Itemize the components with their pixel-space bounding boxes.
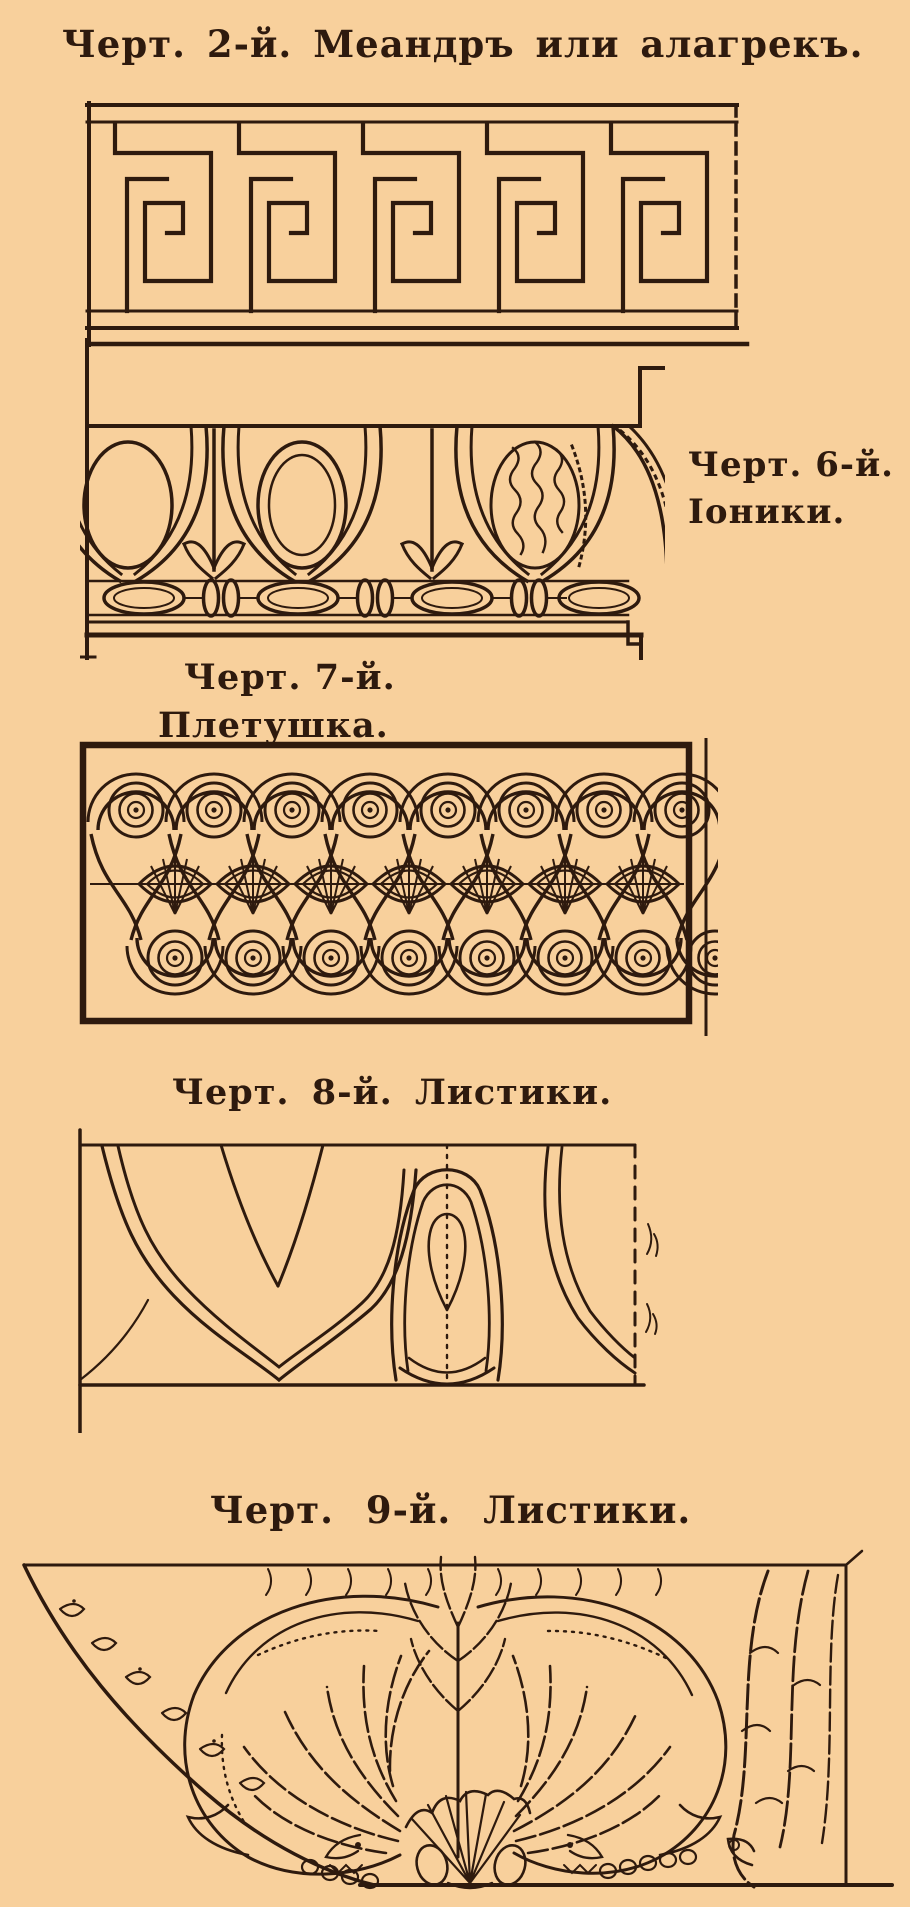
acanthus-illustration [8, 1535, 898, 1900]
pletushka-illustration [78, 738, 718, 1036]
meander-illustration [85, 95, 750, 347]
figure-9-caption: Черт. 9-й. Листики. [210, 1488, 692, 1532]
figure-6-caption-line1: Черт. 6-й. [688, 445, 895, 485]
egg-and-dart-band [80, 338, 665, 659]
greek-key-band [85, 103, 747, 345]
figure-7-caption [158, 654, 396, 750]
acanthus-carving [24, 1551, 892, 1888]
figure-6-caption-line2: Іоники. [688, 492, 846, 532]
figure-2-caption: Черт. 2-й. Меандръ или алагрекъ. [62, 22, 864, 66]
figure-6-caption [688, 442, 894, 536]
leaf-outline-band [80, 1130, 658, 1433]
ionics-illustration [80, 338, 665, 660]
figure-8-caption: Черт. 8-й. Листики. [172, 1072, 613, 1113]
leaflets-outline-illustration [78, 1128, 663, 1433]
braid-band [83, 738, 718, 1036]
figure-7-caption-line2: Плетушка. [158, 705, 389, 746]
figure-7-caption-line1: Черт. 7-й. [184, 657, 396, 698]
